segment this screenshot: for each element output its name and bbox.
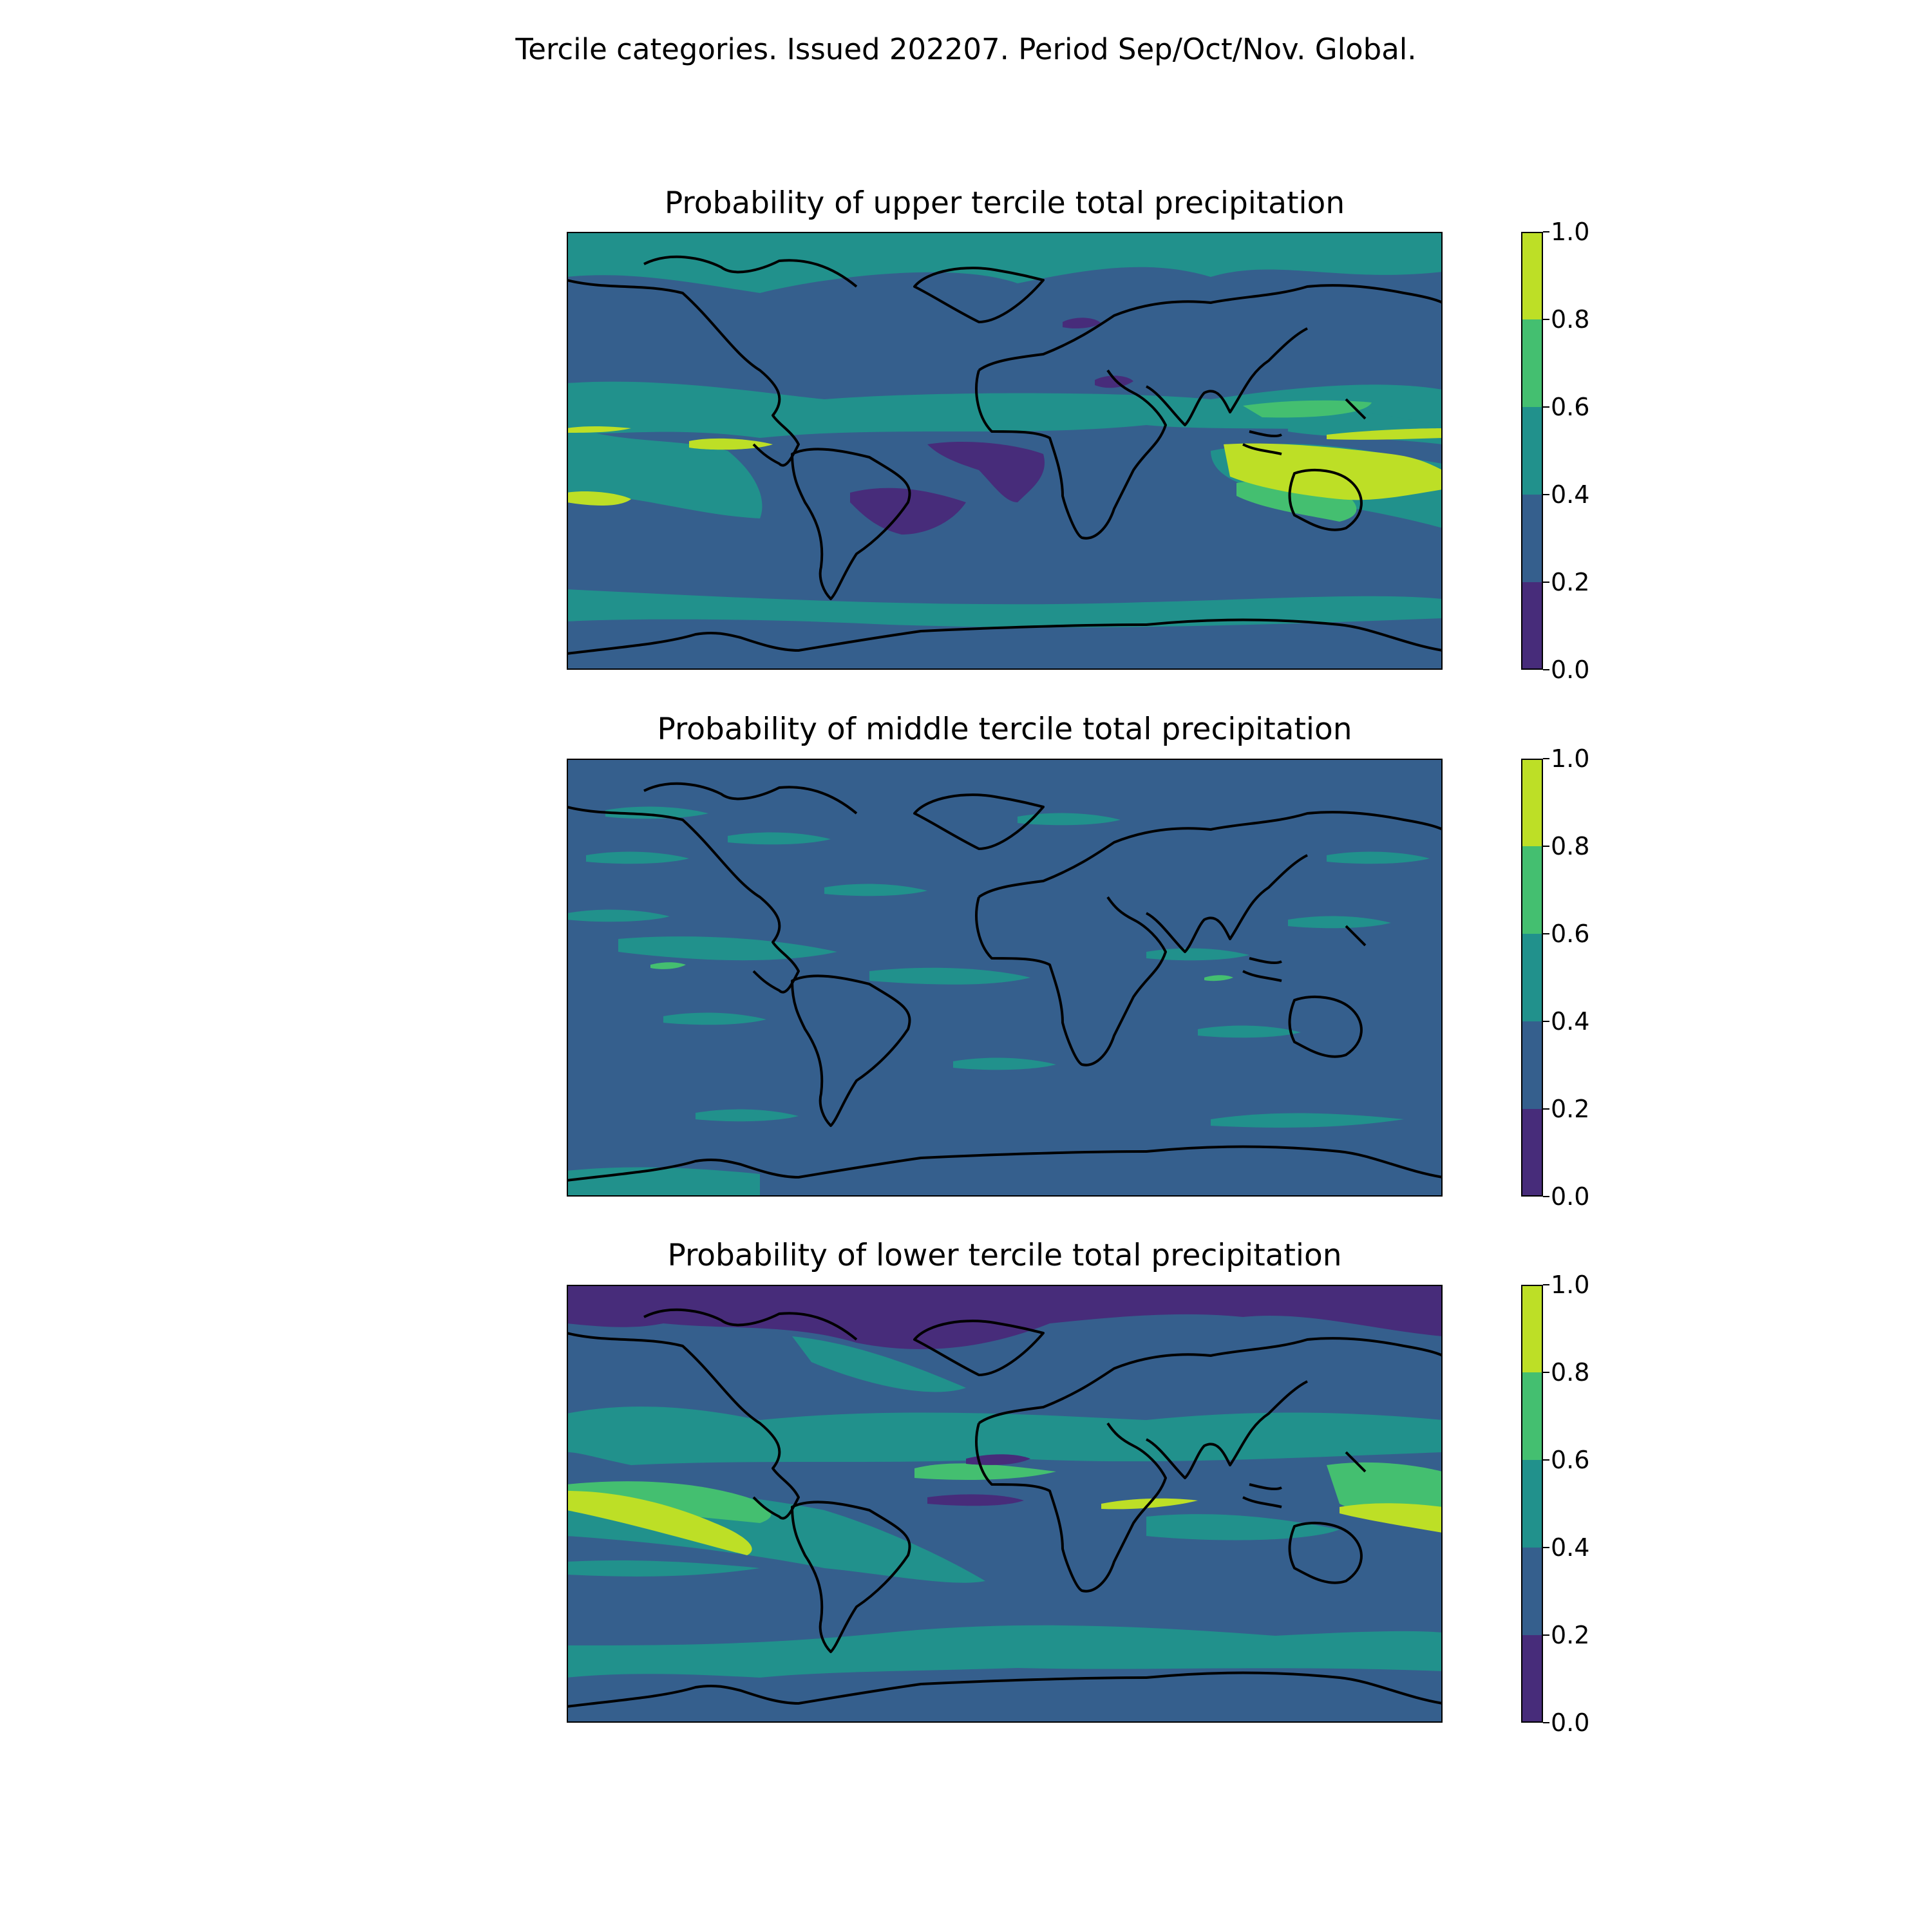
tick-label: 0.8	[1551, 832, 1590, 860]
tick-label: 1.0	[1551, 218, 1590, 246]
tick-label: 0.4	[1551, 1007, 1590, 1036]
tick-label: 0.6	[1551, 393, 1590, 421]
tick-label: 0.6	[1551, 1446, 1590, 1474]
map-canvas-lower	[567, 1285, 1443, 1723]
map-canvas-middle	[567, 759, 1443, 1197]
colorbar-ticks-upper	[1551, 218, 1628, 684]
tick-label: 0.8	[1551, 1358, 1590, 1387]
tick-label: 0.2	[1551, 1621, 1590, 1649]
panel-title-lower: Probability of lower tercile total precipitation	[667, 1238, 1342, 1273]
map-middle-tercile	[567, 759, 1443, 1197]
panel-title-upper: Probability of upper tercile total precipitation	[664, 185, 1345, 221]
colorbar-ticks-lower	[1551, 1271, 1628, 1737]
colorbar-upper	[1521, 232, 1543, 670]
colorbar-ticks-middle	[1551, 744, 1628, 1211]
tick-label: 0.0	[1551, 1709, 1590, 1737]
map-lower-tercile	[567, 1285, 1443, 1723]
tick-label: 0.2	[1551, 568, 1590, 596]
tick-label: 1.0	[1551, 1271, 1590, 1299]
colorbar-middle	[1521, 759, 1543, 1197]
tick-label: 0.0	[1551, 656, 1590, 684]
figure-title: Tercile categories. Issued 202207. Period Sep/Oct/Nov. Global.	[515, 32, 1417, 66]
map-upper-tercile	[567, 232, 1443, 670]
tick-label: 0.2	[1551, 1095, 1590, 1123]
tick-label: 0.8	[1551, 305, 1590, 334]
tick-label: 0.0	[1551, 1182, 1590, 1211]
tick-label: 1.0	[1551, 744, 1590, 773]
panel-title-middle: Probability of middle tercile total precipitation	[657, 712, 1352, 747]
tick-label: 0.4	[1551, 480, 1590, 509]
tick-label: 0.6	[1551, 920, 1590, 948]
map-canvas-upper	[567, 232, 1443, 670]
tick-label: 0.4	[1551, 1533, 1590, 1562]
colorbar-lower	[1521, 1285, 1543, 1723]
